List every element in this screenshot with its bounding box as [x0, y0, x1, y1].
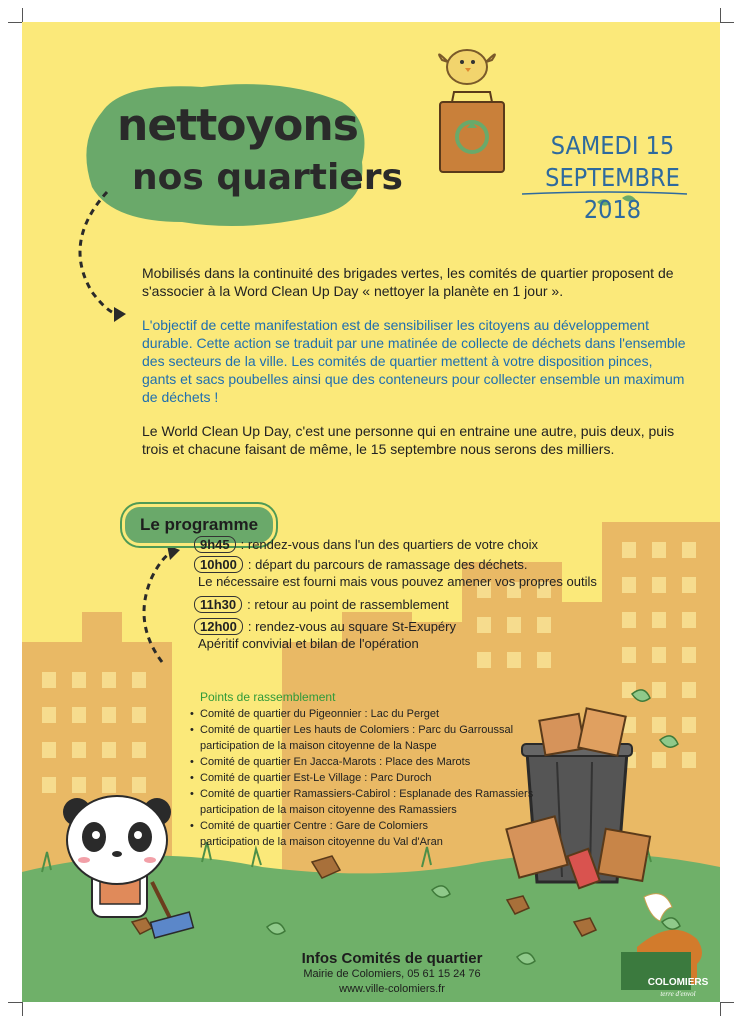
date-line1: SAMEDI 15	[550, 131, 675, 160]
crop-mark	[8, 22, 22, 37]
points-heading: Points de rassemblement	[200, 690, 336, 704]
list-item: • Comité de quartier Centre : Gare de Colomiers participation de la maison citoyenne du Val d'Aran	[190, 818, 610, 850]
point-text: Comité de quartier En Jacca-Marots : Place des Marots	[200, 756, 471, 768]
schedule-time: 12h00	[194, 618, 243, 635]
schedule-item	[194, 556, 528, 573]
schedule-text: : retour au point de rassemblement	[247, 597, 449, 612]
schedule-text: : rendez-vous dans l'un des quartiers de votre choix	[240, 537, 538, 552]
objective-paragraph: L'objectif de cette manifestation est de sensibiliser les citoyens au développement durable. Cette action se traduit par une matinée de collecte de déchets dans l'ensemble des secteurs de la ville. Les comités de quartier mettent à votre disposition pinces, gants et sacs poubelles ainsi que des conteneurs pour collecter ensemble un maximum de déchets !	[142, 317, 686, 405]
footer-contact: Mairie de Colomiers, 05 61 15 24 76	[303, 968, 481, 980]
recycle-bag-icon	[440, 92, 504, 172]
poster	[22, 22, 720, 1002]
programme-heading: Le programme	[122, 504, 276, 546]
point-text: Comité de quartier Ramassiers-Cabirol : Esplanade des Ramassiers	[200, 788, 534, 800]
schedule-text: : départ du parcours de ramassage des déchets.	[247, 557, 528, 572]
footer-title: Infos Comités de quartier	[301, 950, 483, 967]
point-text: Comité de quartier Centre : Gare de Colomiers	[200, 820, 429, 832]
point-sub: participation de la maison citoyenne de la Naspe	[200, 740, 437, 752]
footer	[272, 950, 512, 997]
crop-mark	[720, 22, 734, 37]
list-item: • Comité de quartier En Jacca-Marots : Place des Marots	[190, 756, 471, 768]
point-sub: participation de la maison citoyenne des Ramassiers	[200, 804, 457, 816]
event-date	[520, 130, 705, 226]
schedule-time: 11h30	[194, 596, 242, 613]
date-line2: SEPTEMBRE 2018	[545, 163, 680, 224]
bird-icon	[439, 50, 495, 84]
schedule-extra: Le nécessaire est fourni mais vous pouvez amener vos propres outils	[198, 574, 597, 589]
crop-mark	[720, 8, 735, 22]
logo-name: COLOMIERS	[647, 977, 709, 988]
footer-website: www.ville-colomiers.fr	[339, 983, 445, 995]
crop-mark	[22, 8, 37, 22]
point-text: Comité de quartier Est-Le Village : Parc Duroch	[200, 772, 432, 784]
crop-mark	[22, 1002, 37, 1016]
schedule-item	[194, 536, 538, 553]
crop-mark	[720, 1002, 735, 1016]
list-item: • Comité de quartier du Pigeonnier : Lac du Perget	[190, 708, 440, 720]
logo-tagline: terre d'envol	[660, 990, 696, 998]
point-sub: participation de la maison citoyenne du Val d'Aran	[200, 836, 443, 848]
point-text: Comité de quartier Les hauts de Colomiers : Parc du Garroussal	[200, 724, 514, 736]
title-line1: nettoyons	[117, 100, 358, 151]
schedule-text: : rendez-vous au square St-Exupéry	[247, 619, 456, 634]
list-item: • Comité de quartier Est-Le Village : Parc Duroch	[190, 772, 432, 784]
points-list	[190, 706, 610, 850]
title-line2: nos quartiers	[132, 157, 403, 198]
dashed-arrow-top	[80, 192, 117, 314]
schedule-extra: Apéritif convivial et bilan de l'opération	[198, 636, 419, 651]
list-item: • Comité de quartier Ramassiers-Cabirol : Esplanade des Ramassiers participation de la maison citoyenne des Ramassiers	[190, 786, 610, 818]
crop-mark	[8, 1002, 22, 1017]
slogan-paragraph: Le World Clean Up Day, c'est une personne qui en entraine une autre, puis deux, puis trois et chacune faisant de même, le 15 septembre nous serons des milliers.	[142, 423, 675, 457]
list-item: • Comité de quartier Les hauts de Colomiers : Parc du Garroussal participation de la maison citoyenne de la Naspe	[190, 722, 610, 754]
schedule-item	[194, 618, 456, 635]
point-text: Comité de quartier du Pigeonnier : Lac du Perget	[200, 708, 440, 720]
schedule-item	[194, 596, 449, 613]
schedule-time: 10h00	[194, 556, 243, 573]
intro-paragraph: Mobilisés dans la continuité des brigades vertes, les comités de quartier proposent de s'associer à la Word Clean Up Day « nettoyer la planète en 1 jour ».	[142, 265, 674, 299]
schedule-time: 9h45	[194, 536, 236, 553]
